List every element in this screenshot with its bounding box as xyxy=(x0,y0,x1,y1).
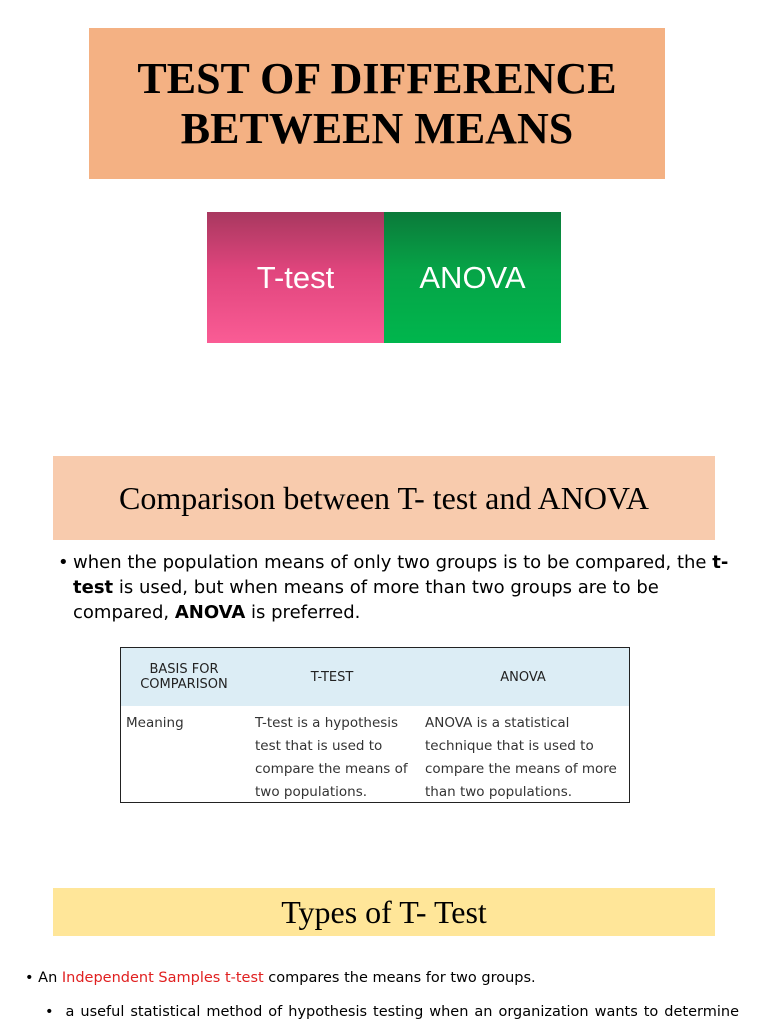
bullet-dot: • xyxy=(58,552,69,573)
bullet-bold-ttest: t-test xyxy=(73,552,729,598)
header-anova: ANOVA xyxy=(500,669,546,685)
table-header-row xyxy=(121,648,629,706)
anova-tile: ANOVA xyxy=(384,212,561,343)
comparison-bullet xyxy=(58,550,738,625)
title-line-2: BETWEEN MEANS xyxy=(180,103,574,153)
title-line-1: TEST OF DIFFERENCE xyxy=(137,53,617,103)
cell-anova: ANOVA is a statistical technique that is used to compare the means of more than two populations. xyxy=(425,715,617,800)
item1-prefix: An xyxy=(38,970,62,986)
test-tiles xyxy=(207,212,561,343)
bullet-part: is used, but when means of more than two groups are to be compared, xyxy=(73,577,659,623)
types-heading: Types of T- Test xyxy=(53,888,715,936)
item1-highlight: Independent Samples t-test xyxy=(61,970,264,986)
bullet-part: is preferred. xyxy=(245,602,361,623)
t-test-tile: T-test xyxy=(207,212,384,343)
item2-text: a useful statistical method of hypothesis testing when an organization wants to determine xyxy=(65,1004,739,1020)
item1-suffix: compares the means for two groups. xyxy=(263,970,536,986)
bullet-bold-anova: ANOVA xyxy=(174,602,246,623)
bullet-part: when the population means of only two groups is to be compared, the xyxy=(73,552,713,573)
header-ttest: T-TEST xyxy=(310,669,354,685)
comparison-table xyxy=(120,647,630,803)
slide-title xyxy=(89,28,665,179)
header-basis: BASIS FOR COMPARISON xyxy=(140,662,228,692)
comparison-heading: Comparison between T- test and ANOVA xyxy=(53,456,715,540)
bullet-text xyxy=(73,550,738,625)
cell-ttest: T-test is a hypothesis test that is used to compare the means of two populations. xyxy=(255,715,408,800)
table-row xyxy=(121,706,629,802)
types-item-2: • a useful statistical method of hypothesis testing when an organization wants to determine xyxy=(45,1004,739,1020)
types-item-1: • An Independent Samples t-test compares the means for two groups. xyxy=(25,970,536,986)
cell-basis: Meaning xyxy=(126,715,184,731)
